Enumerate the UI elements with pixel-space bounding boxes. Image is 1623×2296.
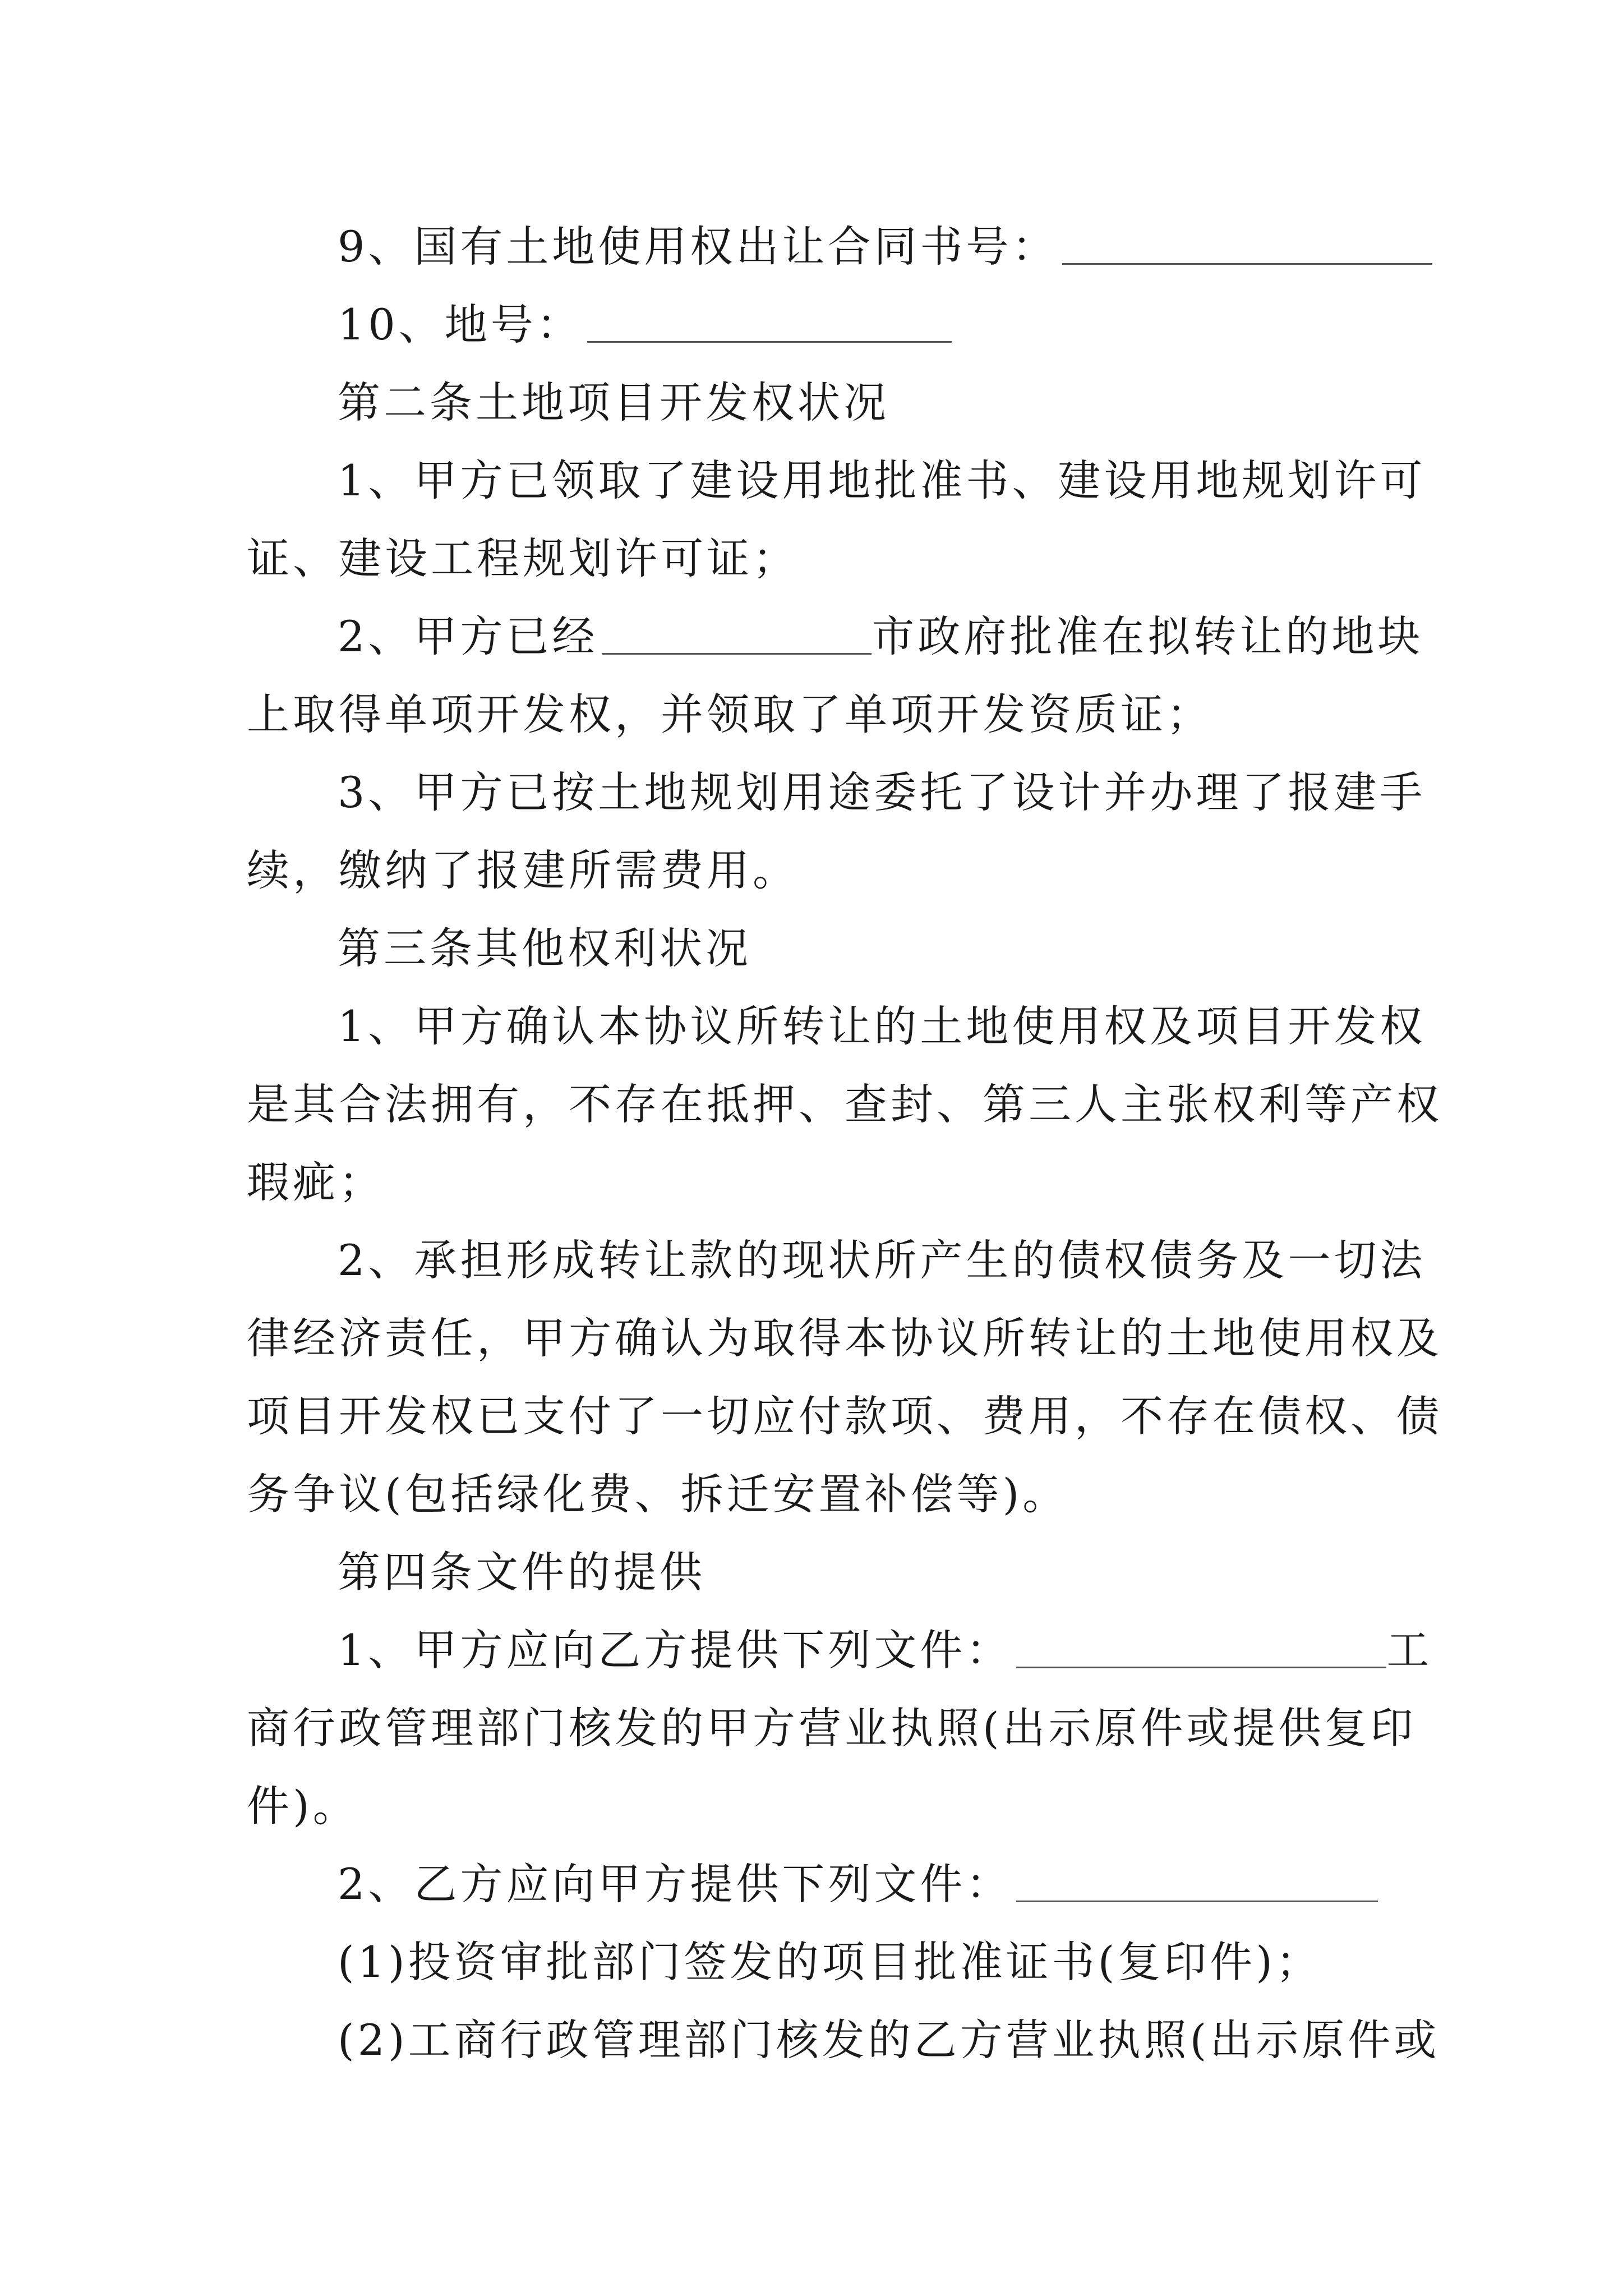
- text-line: [247, 597, 1424, 675]
- paragraph-line: 件)。: [247, 1781, 359, 1831]
- blank-field-party-a-documents[interactable]: [1016, 1633, 1386, 1668]
- section-heading-article-3: 第三条其他权利状况: [338, 923, 751, 973]
- paragraph-line: 瑕疵；: [247, 1157, 385, 1207]
- blank-field-party-b-documents[interactable]: [1016, 1867, 1378, 1902]
- paragraph-line: 是其合法拥有，不存在抵押、查封、第三人主张权利等产权: [247, 1079, 1442, 1129]
- clause-party-a-documents: 1、甲方应向乙方提供下列文件：: [338, 1625, 1012, 1675]
- list-item: (1)投资审批部门签发的项目批准证书(复印件)；: [338, 1937, 1322, 1987]
- section-heading-article-2: 第二条土地项目开发权状况: [338, 378, 889, 427]
- text-line: [247, 286, 1380, 364]
- text-line: [247, 1845, 1380, 1923]
- paragraph-line: 务争议(包括绿化费、拆迁安置补偿等)。: [247, 1469, 1069, 1519]
- clause-10-lot-number: 10、地号：: [338, 300, 583, 349]
- paragraph-line: 律经济责任，甲方确认为取得本协议所转让的土地使用权及: [247, 1313, 1442, 1363]
- clause-2-prefix: 2、甲方已经: [338, 611, 598, 661]
- paragraph-line: 1、甲方已领取了建设用地批准书、建设用地规划许可: [338, 455, 1426, 505]
- paragraph-line: 上取得单项开发权，并领取了单项开发资质证；: [247, 689, 1212, 739]
- clause-2-suffix: 市政府批准在拟转让的地块: [872, 611, 1424, 661]
- paragraph-line: 2、承担形成转让款的现状所产生的债权债务及一切法: [338, 1235, 1426, 1285]
- list-item: (2)工商行政管理部门核发的乙方营业执照(出示原件或: [338, 2015, 1440, 2065]
- section-heading-article-4: 第四条文件的提供: [338, 1547, 706, 1597]
- paragraph-line: 商行政管理部门核发的甲方营业执照(出示原件或提供复印: [247, 1703, 1417, 1753]
- text-line: [247, 1611, 1433, 1689]
- blank-field-lot-number[interactable]: [587, 307, 952, 343]
- paragraph-line: 1、甲方确认本协议所转让的土地使用权及项目开发权: [338, 1001, 1426, 1051]
- document-page: [247, 208, 1442, 2079]
- blank-field-contract-number[interactable]: [1062, 229, 1432, 265]
- clause-9-contract-number: 9、国有土地使用权出让合同书号：: [338, 222, 1058, 272]
- blank-field-city[interactable]: [602, 619, 872, 655]
- clause-party-b-documents: 2、乙方应向甲方提供下列文件：: [338, 1859, 1012, 1909]
- paragraph-line: 证、建设工程规划许可证；: [247, 533, 799, 583]
- paragraph-line: 项目开发权已支付了一切应付款项、费用，不存在债权、债: [247, 1391, 1442, 1441]
- paragraph-line: 3、甲方已按土地规划用途委托了设计并办理了报建手: [338, 767, 1426, 817]
- clause-party-a-suffix: 工: [1386, 1625, 1433, 1675]
- paragraph-line: 续，缴纳了报建所需费用。: [247, 845, 799, 895]
- text-line: [247, 208, 1380, 286]
